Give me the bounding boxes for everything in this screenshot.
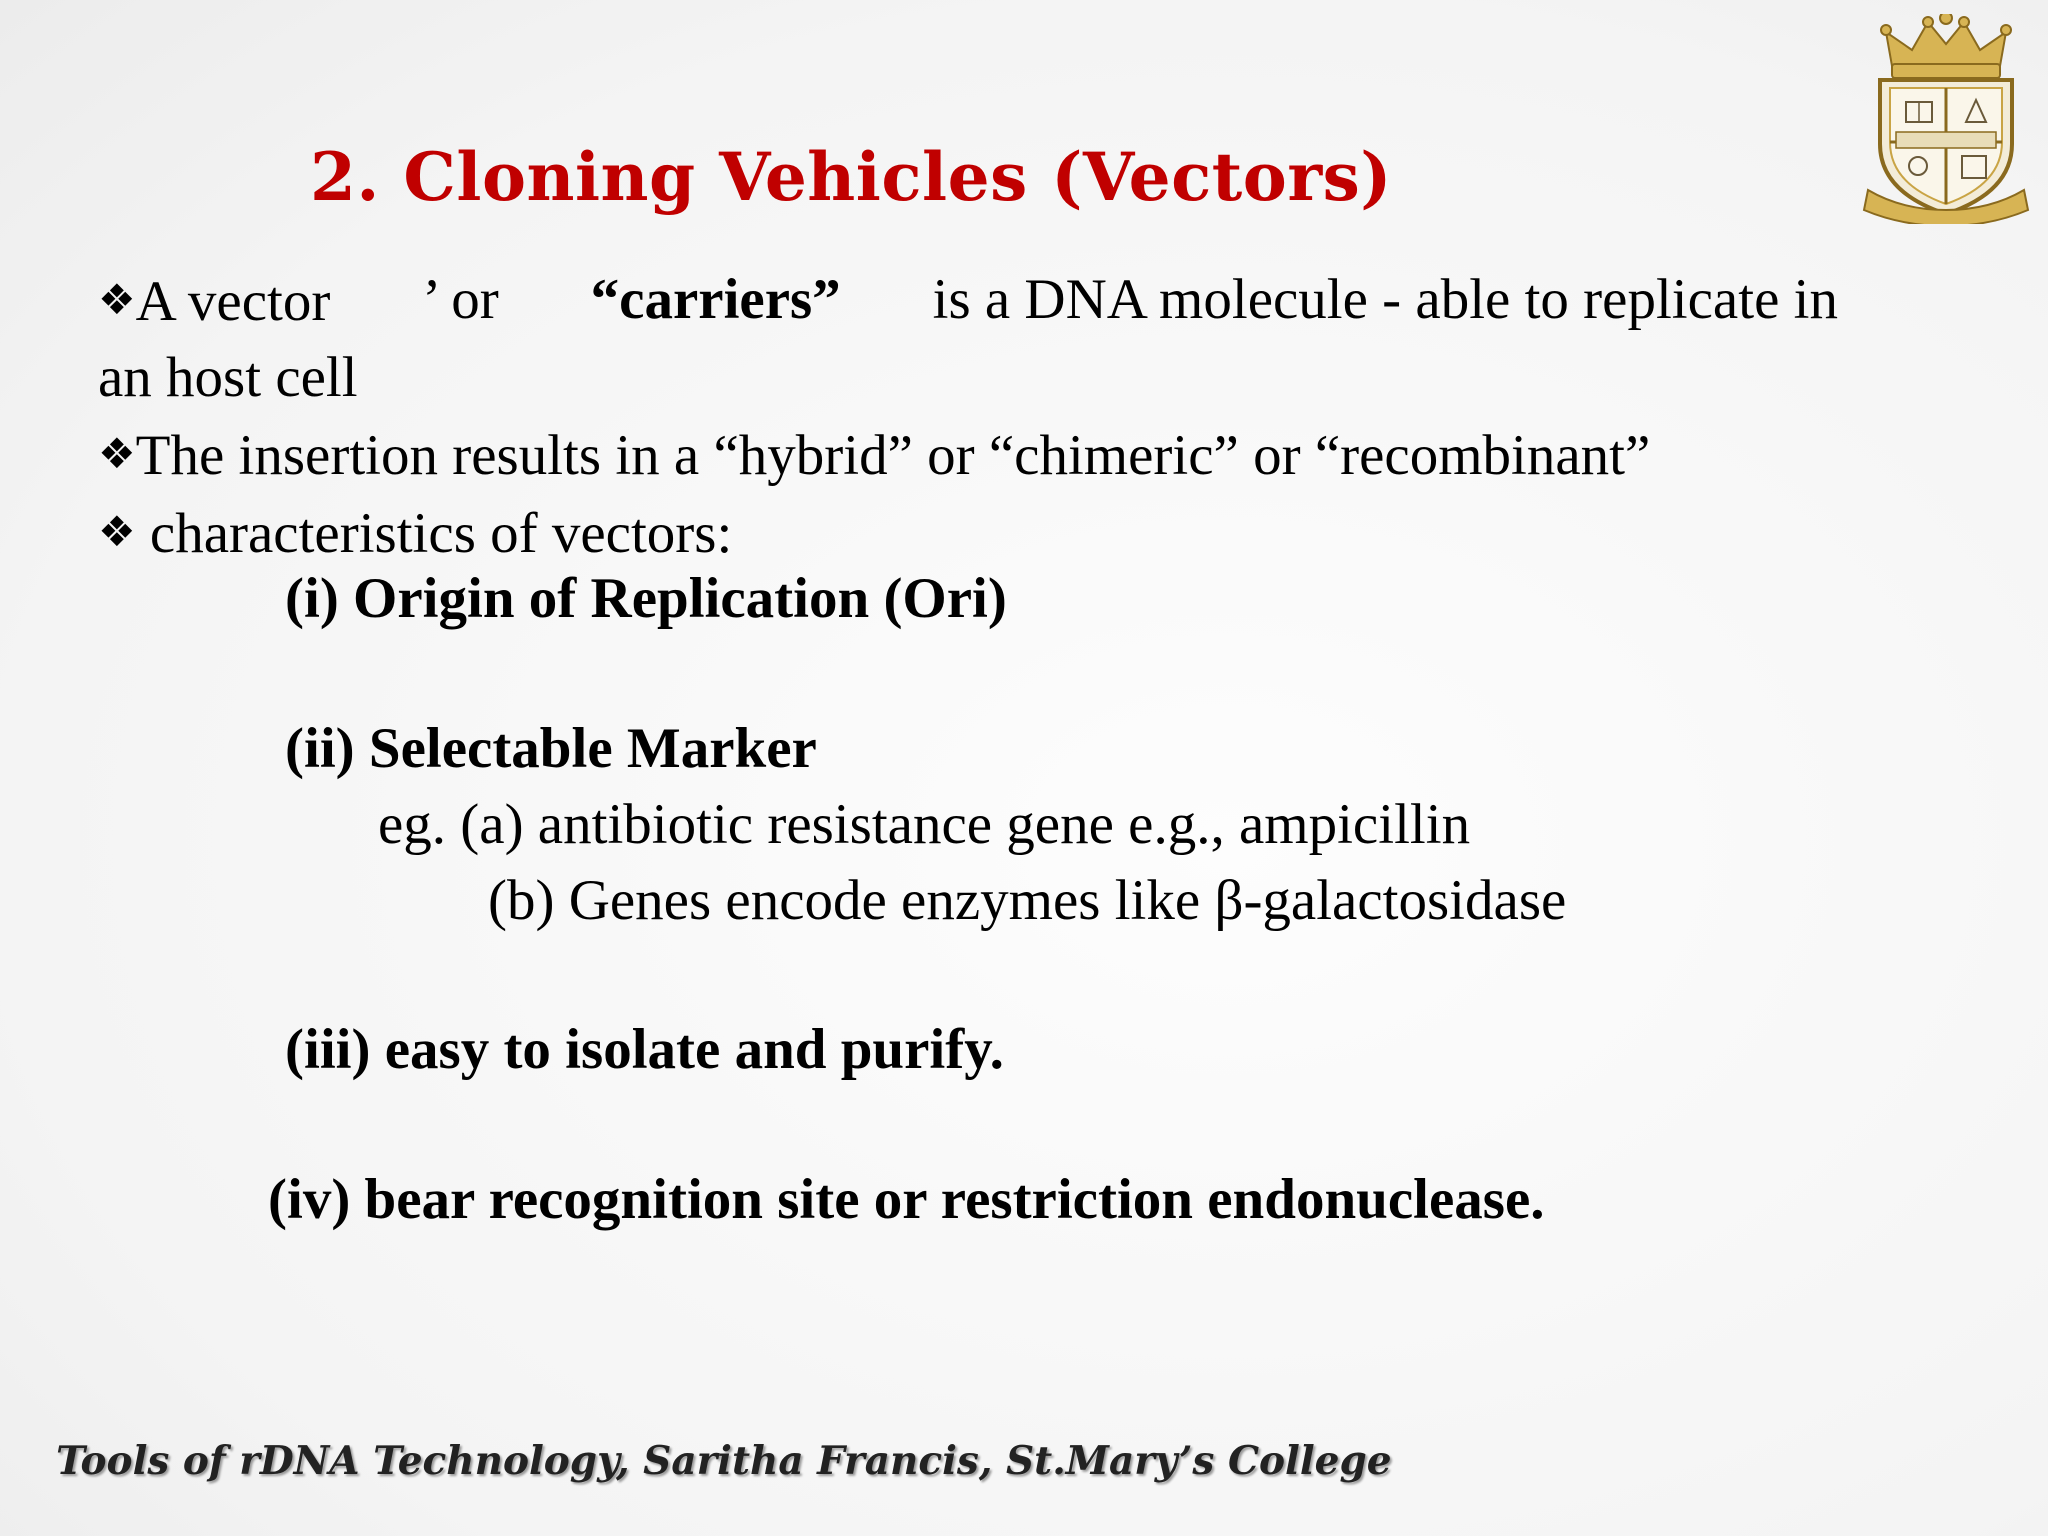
bullet-1-carriers: “carriers” xyxy=(590,268,841,331)
item-marker-example-b: (b) Genes encode enzymes like β-galactosidase xyxy=(488,869,1567,932)
bullet-1-line-2: an host cell xyxy=(98,346,358,409)
diamond-bullet-icon: ❖ xyxy=(98,275,136,324)
bullet-1-text-b: ’ or xyxy=(422,268,499,331)
item-selectable-marker: (ii) Selectable Marker xyxy=(285,717,817,780)
bullet-3 xyxy=(98,494,1838,572)
diamond-bullet-icon: ❖ xyxy=(98,429,136,478)
slide-footer: Tools of rDNA Technology, Saritha Francis, St.Mary’s College xyxy=(56,1438,1392,1484)
bullet-1-start xyxy=(98,262,330,340)
bullet-1-text-a: A vector xyxy=(135,270,331,333)
item-recognition-site: (iv) bear recognition site or restriction endonuclease. xyxy=(268,1168,1545,1231)
bullet-2 xyxy=(98,416,1838,494)
bullet-3-text: characteristics of vectors: xyxy=(135,502,733,565)
college-crest-icon xyxy=(1862,14,2030,224)
item-easy-to-isolate: (iii) easy to isolate and purify. xyxy=(285,1018,1004,1081)
slide-title: 2. Cloning Vehicles (Vectors) xyxy=(310,138,1392,216)
slide-body xyxy=(98,262,1838,572)
bullet-1-line-1 xyxy=(98,262,1838,340)
bullet-1-text-c: is a DNA molecule - able to replicate in xyxy=(932,268,1838,331)
item-marker-example-a: eg. (a) antibiotic resistance gene e.g., ampicillin xyxy=(378,793,1471,856)
bullet-2-text: The insertion results in a “hybrid” or “chimeric” or “recombinant” xyxy=(135,424,1651,487)
diamond-bullet-icon: ❖ xyxy=(98,507,136,556)
item-origin-of-replication: (i) Origin of Replication (Ori) xyxy=(285,567,1007,630)
